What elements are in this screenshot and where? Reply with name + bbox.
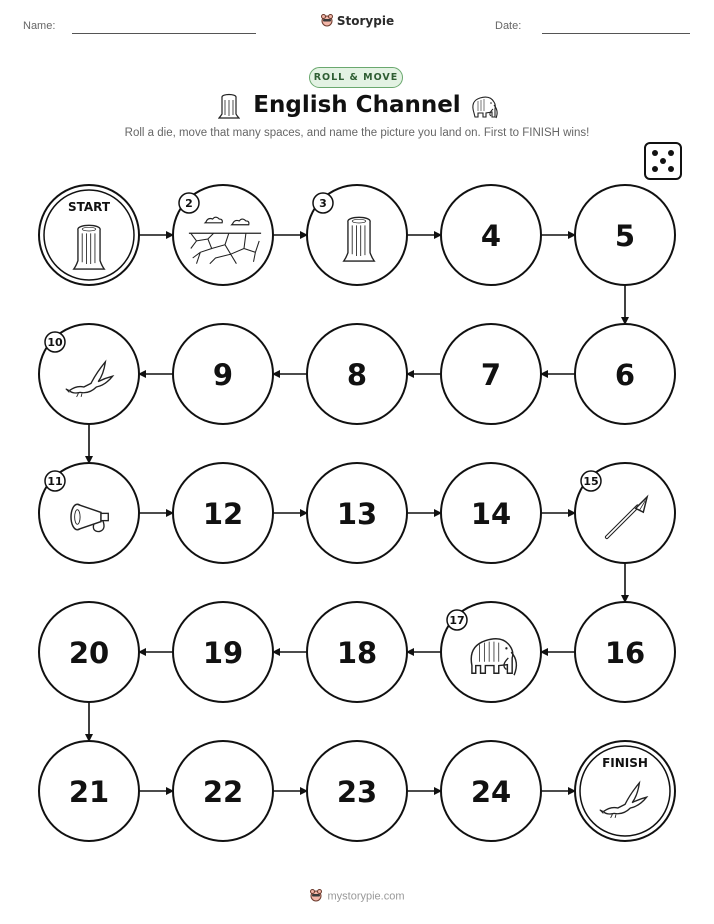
- space-number: 6: [614, 358, 636, 392]
- space-number: 2: [185, 197, 193, 210]
- footer-url: mystorypie.com: [327, 890, 405, 903]
- board-space: [173, 463, 273, 563]
- space-number: 15: [583, 475, 599, 488]
- board-spaces: [39, 185, 675, 841]
- board-space: [441, 741, 541, 841]
- board-space: [307, 741, 407, 841]
- brand-name: Storypie: [336, 14, 395, 28]
- board-space: [307, 185, 407, 285]
- tree-stump-icon: [74, 225, 105, 269]
- space-number: 5: [614, 219, 636, 253]
- board-space: [173, 185, 273, 285]
- board-space: [307, 324, 407, 424]
- board-space: [39, 324, 139, 424]
- finish-label: FINISH: [602, 756, 648, 770]
- board-space: [307, 602, 407, 702]
- space-number: 8: [346, 358, 368, 392]
- finish-space: [575, 741, 675, 841]
- board-space: [173, 602, 273, 702]
- board-space: [575, 463, 675, 563]
- space-number: 9: [212, 358, 234, 392]
- space-number: 19: [202, 636, 244, 670]
- board-space: [173, 324, 273, 424]
- space-number: 7: [480, 358, 502, 392]
- board-space: [39, 463, 139, 563]
- board-space: [575, 602, 675, 702]
- start-label: START: [67, 200, 111, 214]
- board-space: [39, 602, 139, 702]
- board-space: [441, 602, 541, 702]
- space-number: 20: [68, 636, 110, 670]
- storypie-mascot-icon: [309, 888, 323, 905]
- space-number: 3: [319, 197, 327, 210]
- space-number: 4: [480, 219, 502, 253]
- space-number: 23: [336, 775, 378, 809]
- space-number: 16: [604, 636, 646, 670]
- space-number: 24: [470, 775, 512, 809]
- space-number: 18: [336, 636, 378, 670]
- tree-stump-icon: [344, 217, 375, 261]
- board-space: [575, 324, 675, 424]
- activity-tag: ROLL & MOVE: [309, 67, 403, 88]
- start-space: [39, 185, 139, 285]
- space-number: 17: [449, 614, 465, 627]
- instructions: Roll a die, move that many spaces, and name the picture you land on. First to FINISH wins!: [124, 127, 590, 139]
- board-space: [441, 463, 541, 563]
- footer: [0, 888, 714, 905]
- space-number: 21: [68, 775, 110, 809]
- date-label: Date:: [495, 20, 522, 32]
- page-title: English Channel: [253, 92, 461, 118]
- space-number: 13: [336, 497, 378, 531]
- board-space: [173, 741, 273, 841]
- space-number: 11: [47, 475, 63, 488]
- name-label: Name:: [23, 20, 56, 32]
- board-space: [441, 324, 541, 424]
- board-space: [441, 185, 541, 285]
- space-number: 14: [470, 497, 512, 531]
- space-number: 22: [202, 775, 244, 809]
- space-number: 10: [47, 336, 63, 349]
- board-space: [575, 185, 675, 285]
- space-number: 12: [202, 497, 244, 531]
- board-space: [39, 741, 139, 841]
- board-space: [307, 463, 407, 563]
